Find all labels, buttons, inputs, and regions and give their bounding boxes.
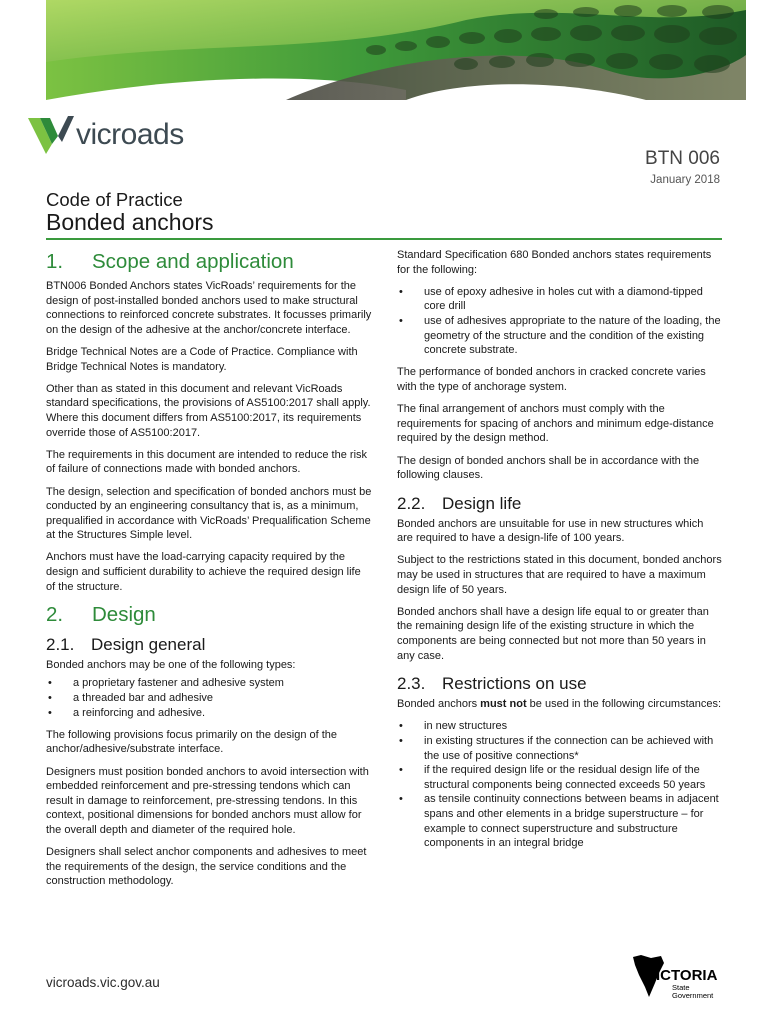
list-item: • a reinforcing and adhesive. bbox=[46, 706, 372, 721]
section-title: Design general bbox=[91, 634, 206, 654]
list-item: • use of adhesives appropriate to the nature of the loading, the geometry of the structure and the condition of the existing concrete substrate. bbox=[397, 314, 722, 358]
paragraph: The final arrangement of anchors must comply with the requirements for spacing of anchors and minimum edge-distance required by the design method. bbox=[397, 403, 714, 445]
section-number: 2.1. bbox=[46, 634, 75, 654]
emphasis-text: must not bbox=[480, 698, 527, 711]
section-number: 2. bbox=[46, 602, 64, 626]
paragraph: Bonded anchors shall have a design life equal to or greater than the remaining design life of the existing structure in which the components are being connected but not more than 50 years in any case. bbox=[397, 605, 709, 662]
paragraph: BTN006 Bonded Anchors states VicRoads’ requirements for the design of post-installed bonded anchors used to make structural connections to reinforced concrete substrates. It focusses primarily on the design of the adhesive at the anchor/concrete interface. bbox=[46, 280, 372, 336]
victoria-wordmark: VICTORIA bbox=[646, 967, 718, 984]
list-item: • if the required design life or the residual design life of the structural components being connected exceeds 50 years bbox=[397, 763, 722, 792]
document-category: Code of Practice bbox=[46, 189, 183, 210]
text-run: be used in the following circumstances: bbox=[526, 698, 722, 711]
paragraph: Designers must position bonded anchors to avoid intersection with embedded reinforcement and pre-stressing tendons which can result in damage to reinforcement, pre-stressing tendons. In this context, positional dimensions for bonded anchors must allow for the overall depth and diameter of the required hole. bbox=[46, 765, 369, 836]
paragraph: Designers shall select anchor components and adhesives to meet the requirements of the design, the service conditions and the construction methodology. bbox=[46, 846, 367, 888]
victoria-state-government-logo bbox=[631, 953, 726, 1003]
title-divider bbox=[46, 238, 722, 240]
paragraph: Subject to the restrictions stated in this document, bonded anchors may be used in structures that are required to have a maximum design life of 50 years. bbox=[397, 554, 722, 596]
paragraph: Bonded anchors may be one of the following types: bbox=[46, 658, 296, 671]
restrictions-list bbox=[397, 719, 722, 850]
section-2-3-heading bbox=[397, 673, 722, 695]
right-column bbox=[397, 248, 722, 858]
section-title: Scope and application bbox=[92, 250, 294, 273]
section-title: Design life bbox=[442, 493, 522, 513]
paragraph: Bonded anchors are unsuitable for use in new structures which are required to have a design-life of 100 years. bbox=[397, 517, 704, 545]
list-item: • in existing structures if the connection can be achieved with the use of positive connections* bbox=[397, 734, 722, 763]
section-2-2-heading bbox=[397, 493, 722, 515]
section-number: 1. bbox=[46, 250, 64, 273]
paragraph: The following provisions focus primarily on the design of the anchor/adhesive/substrate interface. bbox=[46, 728, 338, 756]
list-item: • use of epoxy adhesive in holes cut with a diamond-tipped core drill bbox=[397, 285, 722, 314]
section-number: 2.3. bbox=[397, 674, 426, 694]
vicroads-logo bbox=[28, 116, 208, 160]
anchor-types-list bbox=[46, 676, 372, 720]
state-label: State bbox=[672, 983, 690, 992]
header-banner-image bbox=[46, 0, 746, 100]
section-2-heading bbox=[46, 602, 372, 628]
paragraph: The design, selection and specification of bonded anchors must be conducted by an engineering consultancy that is, as a minimum, prequalified in accordance with VicRoads’ Prequalification Scheme at the Structures Simple level. bbox=[46, 485, 372, 542]
paragraph: Standard Specification 680 Bonded anchors states requirements for the following: bbox=[397, 249, 712, 276]
text-run: Bonded anchors bbox=[397, 698, 481, 711]
section-2-1-heading bbox=[46, 634, 372, 656]
paragraph: The performance of bonded anchors in cracked concrete varies with the type of anchorage system. bbox=[397, 366, 706, 393]
paragraph: Other than as stated in this document and relevant VicRoads standard specifications, the provisions of AS5100:2017 shall apply. Where this document differs from AS5100:2017, its requirements override those of AS5100:2017. bbox=[46, 382, 371, 439]
document-date: January 2018 bbox=[650, 174, 720, 186]
paragraph: The design of bonded anchors shall be in accordance with the following clauses. bbox=[397, 454, 700, 482]
left-column bbox=[46, 246, 372, 897]
document-number: BTN 006 bbox=[645, 148, 720, 169]
paragraph: Bridge Technical Notes are a Code of Practice. Compliance with Bridge Technical Notes is mandatory. bbox=[46, 345, 358, 373]
list-item: • a threaded bar and adhesive bbox=[46, 691, 372, 706]
section-number: 2.2. bbox=[397, 493, 426, 513]
section-title: Design bbox=[92, 602, 156, 626]
section-title: Restrictions on use bbox=[442, 674, 587, 694]
logo-wordmark: vicroads bbox=[76, 118, 184, 151]
list-item: • as tensile continuity connections between beams in adjacent spans and other elements in a bridge superstructure – for example to connect superstructure and substructure components in an integral bridge bbox=[397, 792, 722, 850]
requirements-list bbox=[397, 285, 722, 358]
vicroads-chevron-icon bbox=[28, 116, 74, 156]
paragraph: Anchors must have the load-carrying capacity required by the design and sufficient durability to achieve the required design life of the structure. bbox=[46, 551, 361, 593]
footer-url-link[interactable]: vicroads.vic.gov.au bbox=[46, 975, 160, 990]
paragraph: The requirements in this document are intended to reduce the risk of failure of connections made with bonded anchors. bbox=[46, 448, 368, 476]
government-label: Government bbox=[672, 991, 714, 1000]
paragraph bbox=[397, 697, 722, 712]
list-item: • in new structures bbox=[397, 719, 722, 734]
page-title: Bonded anchors bbox=[46, 209, 214, 235]
list-item: • a proprietary fastener and adhesive system bbox=[46, 676, 372, 691]
section-1-heading bbox=[46, 249, 372, 275]
